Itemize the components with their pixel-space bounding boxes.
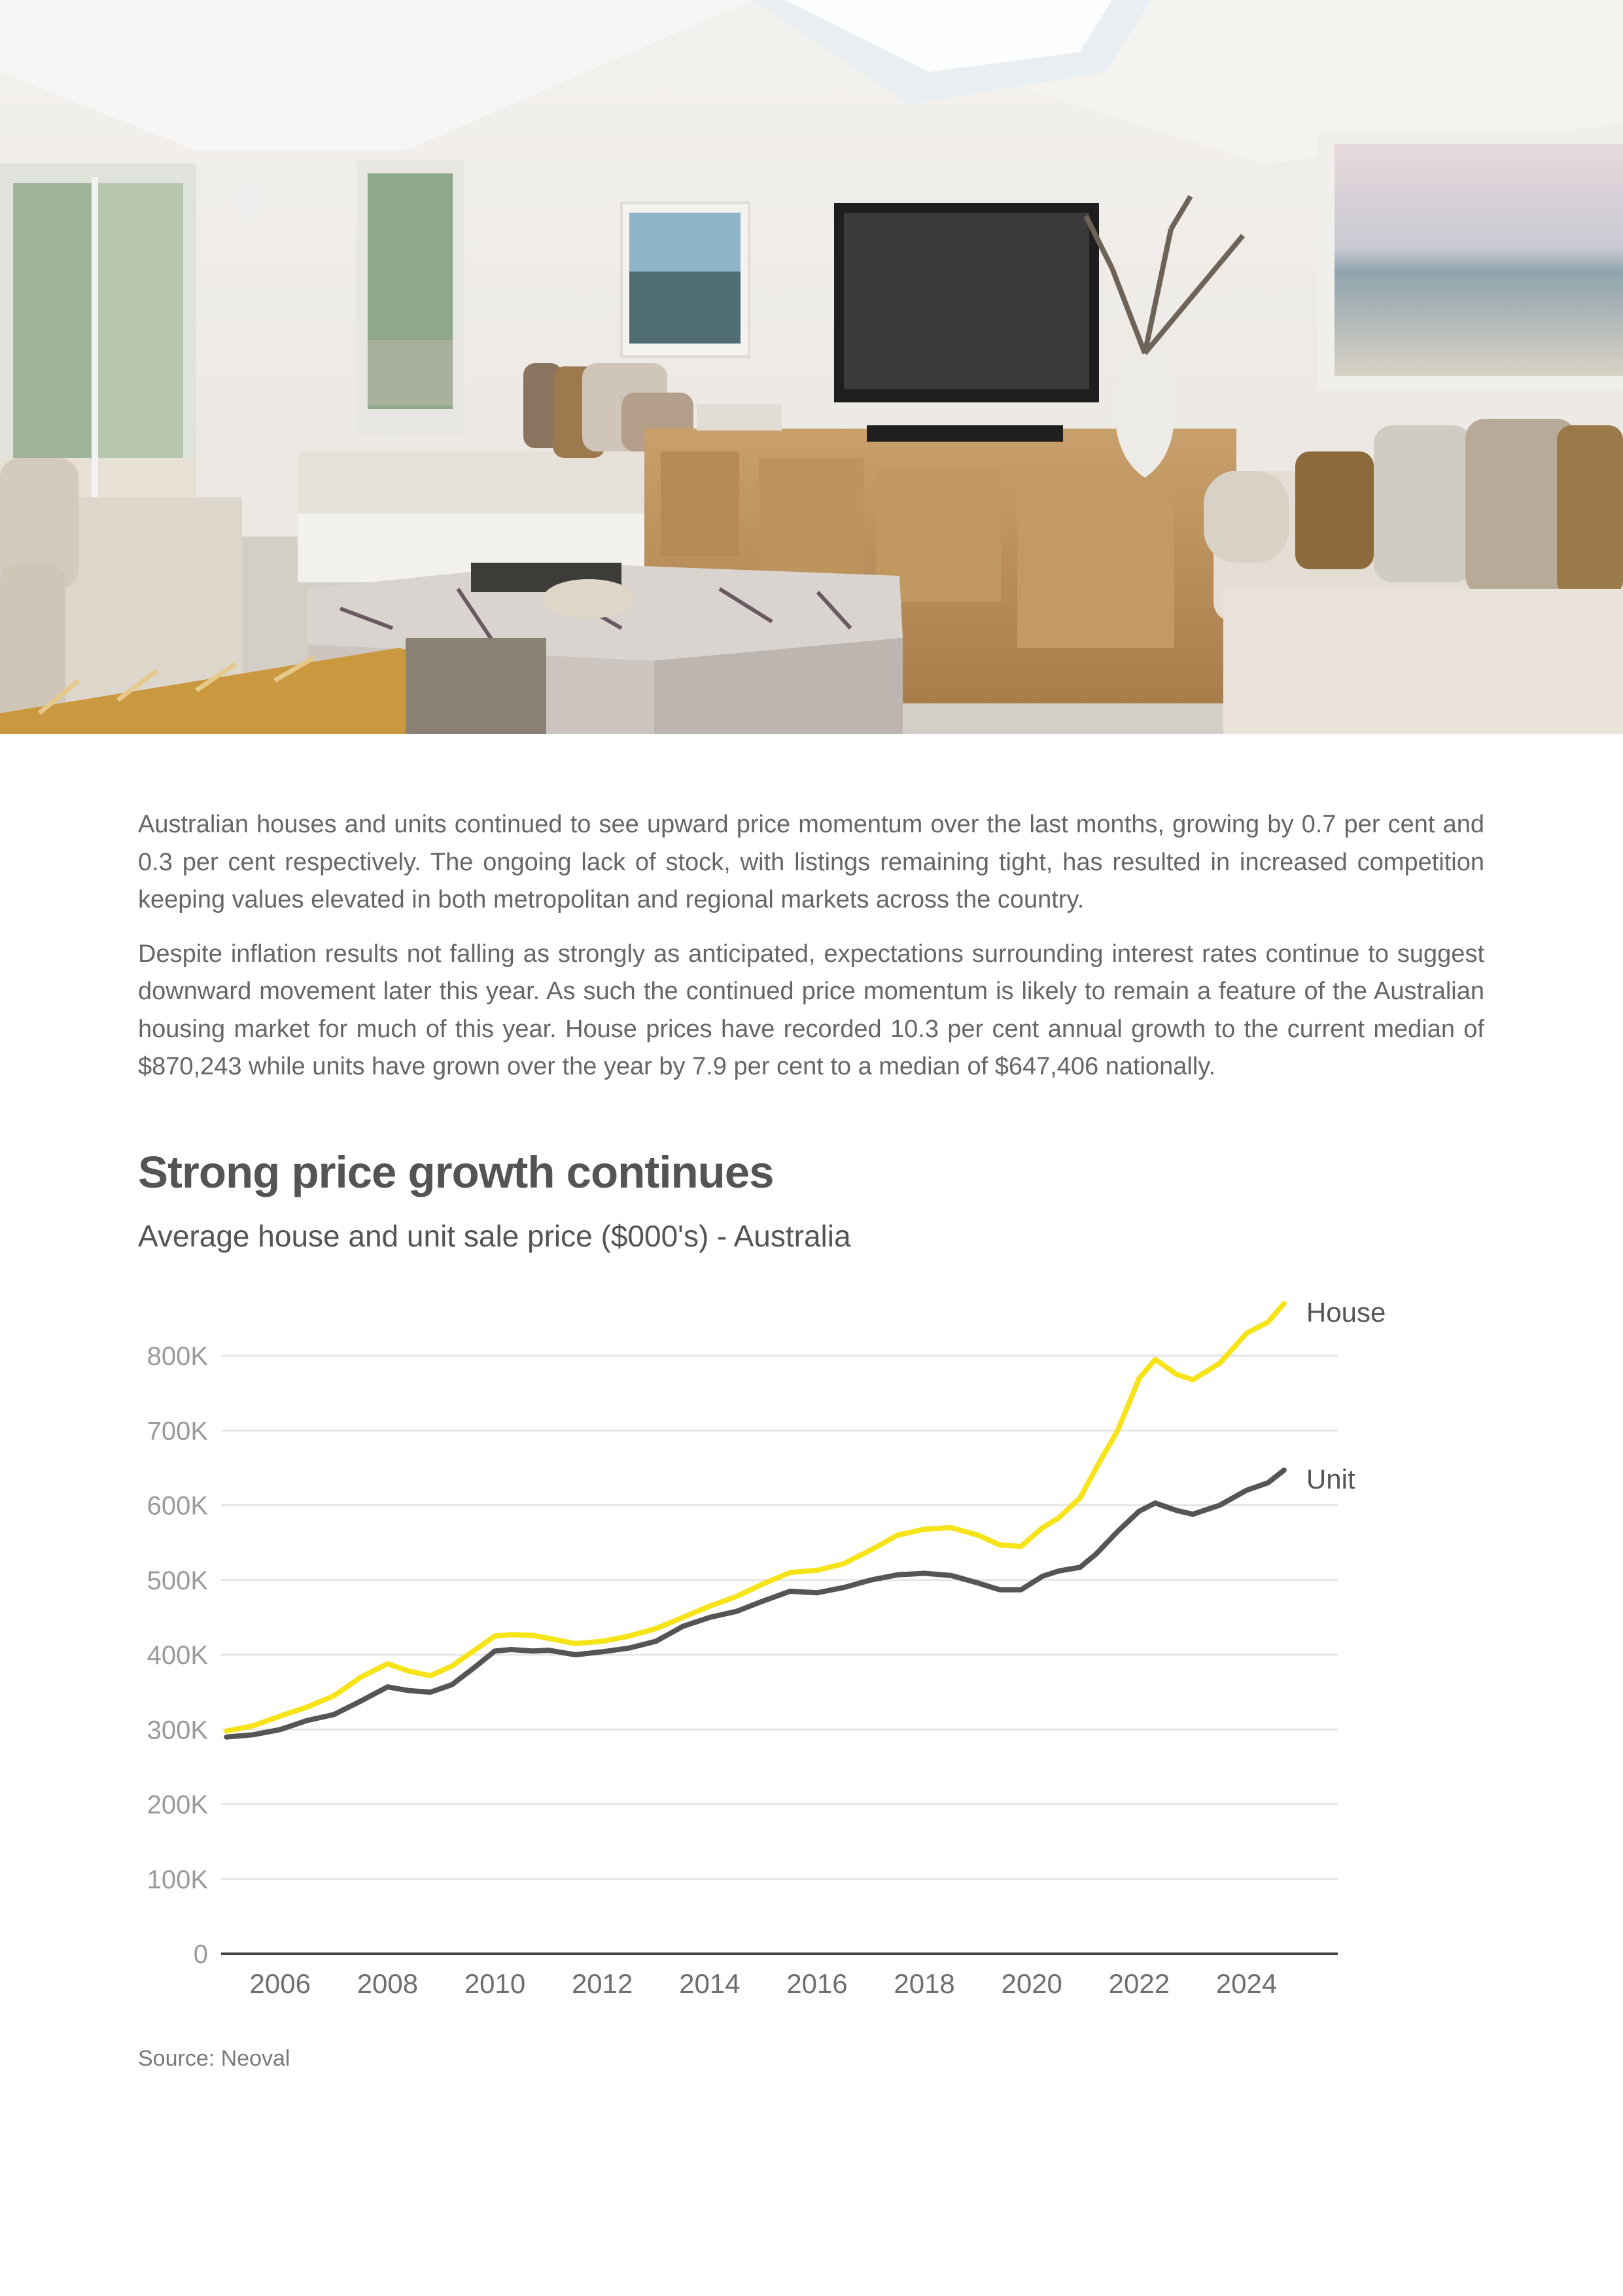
x-tick-label: 2016 xyxy=(786,1968,848,1999)
y-tick-label: 300K xyxy=(147,1716,208,1745)
living-room-image xyxy=(0,0,1623,734)
y-tick-label: 100K xyxy=(147,1865,208,1894)
y-tick-label: 500K xyxy=(147,1566,208,1595)
x-tick-label: 2012 xyxy=(571,1968,633,1999)
x-tick-label: 2014 xyxy=(679,1968,741,1999)
paragraph-1: Australian houses and units continued to see upward price momentum over the last months, growing by 0.7 per cent and 0.3 per cent respectively. The ongoing lack of stock, with listings remaining tight, has resulted in increased competition keeping values elevated in both metropolitan and regional markets across the country. xyxy=(138,811,1484,913)
series-label-house: House xyxy=(1306,1297,1386,1328)
y-tick-label: 700K xyxy=(147,1417,208,1446)
x-tick-label: 2024 xyxy=(1215,1968,1278,1999)
paragraph-2: Despite inflation results not falling as strongly as anticipated, expectations surrounding interest rates continue to suggest downward movement later this year. As such the continued price momentum is likely to remain a feature of the Australian housing market for much of this year. House prices have recorded 10.3 per cent annual growth to the current median of $870,243 while units have grown over the year by 7.9 per cent to a median of $647,406 nationally. xyxy=(138,940,1484,1080)
hero-photo xyxy=(0,0,1623,734)
chart-subtitle: Average house and unit sale price ($000's) - Australia xyxy=(138,1219,851,1253)
series-line-house xyxy=(226,1303,1284,1731)
source-note: Source: Neoval xyxy=(138,2046,290,2071)
line-chart xyxy=(0,1269,1623,2022)
y-tick-label: 0 xyxy=(193,1940,208,1969)
y-tick-label: 800K xyxy=(147,1342,208,1371)
body-text xyxy=(138,806,1484,1103)
series-label-unit: Unit xyxy=(1306,1463,1355,1494)
y-tick-label: 400K xyxy=(147,1641,208,1670)
x-tick-label: 2010 xyxy=(464,1968,526,1999)
series-line-unit xyxy=(226,1470,1284,1737)
x-tick-label: 2008 xyxy=(357,1968,419,1999)
chart-title: Strong price growth continues xyxy=(138,1147,774,1197)
y-tick-label: 600K xyxy=(147,1491,208,1521)
y-tick-label: 200K xyxy=(147,1790,208,1820)
x-tick-label: 2022 xyxy=(1108,1968,1170,1999)
x-tick-label: 2020 xyxy=(1001,1968,1062,1999)
chart-container xyxy=(0,1269,1623,2022)
x-tick-label: 2018 xyxy=(894,1968,955,1999)
x-tick-label: 2006 xyxy=(249,1968,311,1999)
